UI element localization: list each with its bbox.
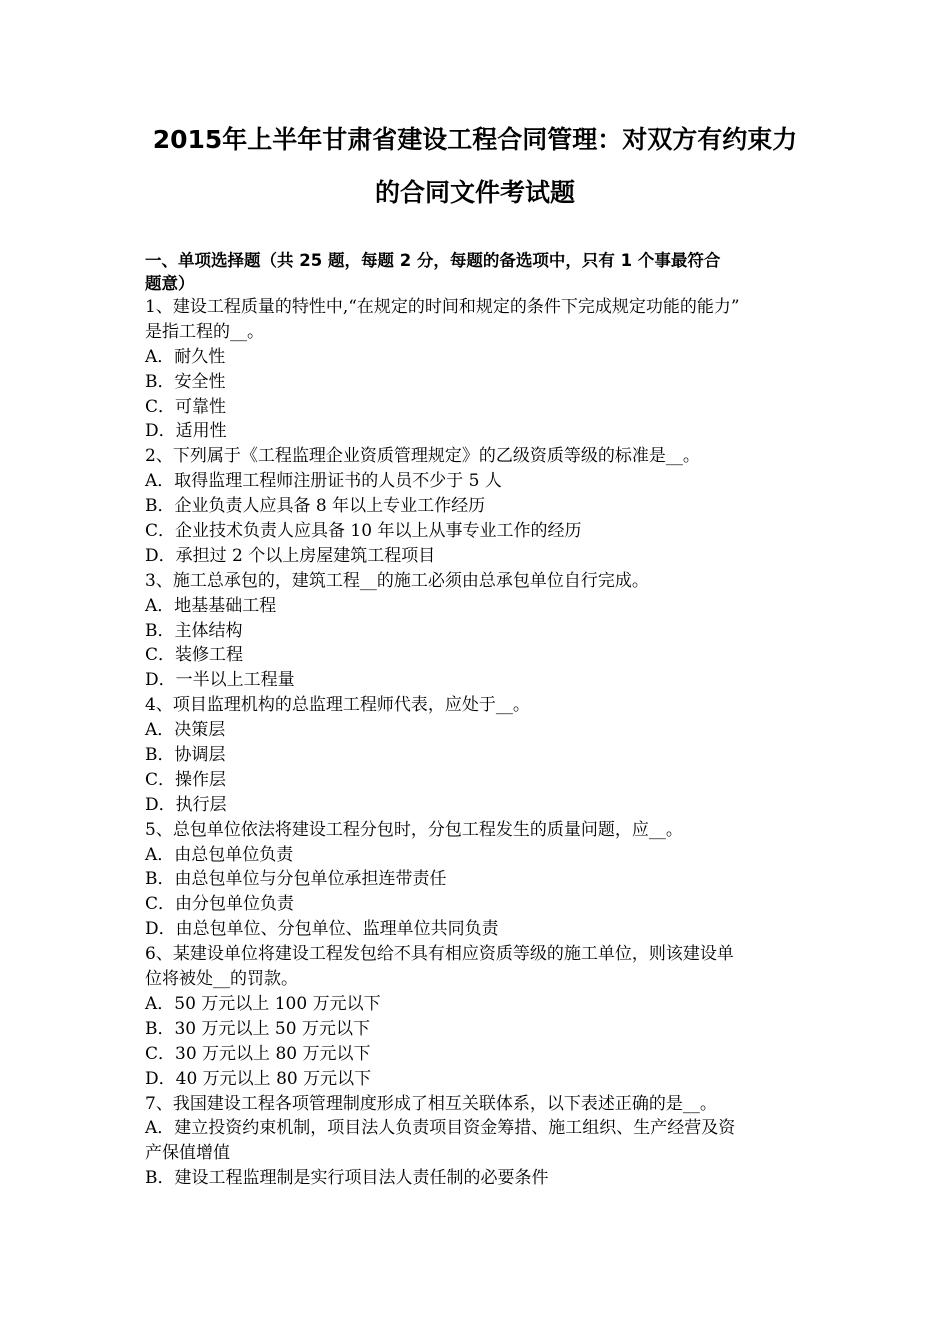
text-line: B．建设工程监理制是实行项目法人责任制的必要条件	[145, 1168, 549, 1189]
text-line: D．适用性	[145, 421, 227, 442]
text-line: B．企业负责人应具备 8 年以上专业工作经历	[145, 496, 486, 517]
document-title-line-1: 2015年上半年甘肃省建设工程合同管理：对双方有约束力	[152, 125, 798, 154]
text-line: C．由分包单位负责	[145, 894, 295, 915]
text-line: D．一半以上工程量	[145, 670, 295, 691]
text-line: 产保值增值	[145, 1143, 230, 1164]
text-line: C．装修工程	[145, 645, 244, 666]
text-line: B．主体结构	[145, 620, 243, 641]
text-line: B．安全性	[145, 371, 226, 392]
text-line: 7、我国建设工程各项管理制度形成了相互关联体系，以下表述正确的是__。	[145, 1093, 717, 1114]
text-line: D．由总包单位、分包单位、监理单位共同负责	[145, 919, 499, 940]
text-line: A．决策层	[145, 720, 226, 741]
text-line: 2、下列属于《工程监理企业资质管理规定》的乙级资质等级的标准是__。	[145, 446, 700, 467]
text-line: C．30 万元以上 80 万元以下	[145, 1043, 371, 1064]
text-line: D．承担过 2 个以上房屋建筑工程项目	[145, 545, 436, 566]
text-line: B．由总包单位与分包单位承担连带责任	[145, 869, 447, 890]
text-line: C．企业技术负责人应具备 10 年以上从事专业工作的经历	[145, 521, 582, 542]
text-line: 6、某建设单位将建设工程发包给不具有相应资质等级的施工单位，则该建设单	[145, 944, 734, 965]
section-heading	[145, 249, 815, 295]
section-heading-line-2: 题意）	[145, 274, 195, 293]
text-line: C．可靠性	[145, 396, 227, 417]
text-line: D．40 万元以上 80 万元以下	[145, 1068, 372, 1089]
text-line: 4、项目监理机构的总监理工程师代表，应处于__。	[145, 695, 530, 716]
text-line: 是指工程的__。	[145, 321, 264, 342]
text-line: B．协调层	[145, 745, 226, 766]
text-line: D．执行层	[145, 794, 227, 815]
text-line: A．地基基础工程	[145, 595, 277, 616]
text-line: 3、施工总承包的，建筑工程__的施工必须由总承包单位自行完成。	[145, 570, 649, 591]
text-line: A．建立投资约束机制，项目法人负责项目资金筹措、施工组织、生产经营及资	[145, 1118, 736, 1139]
text-line: 位将被处__的罚款。	[145, 969, 298, 990]
text-line: C．操作层	[145, 769, 227, 790]
document-title-line-2: 的合同文件考试题	[374, 178, 575, 207]
text-line: A．取得监理工程师注册证书的人员不少于 5 人	[145, 471, 502, 492]
text-line: A．由总包单位负责	[145, 844, 294, 865]
text-line: 1、建设工程质量的特性中,“在规定的时间和规定的条件下完成规定功能的能力”	[145, 297, 740, 317]
text-line: B．30 万元以上 50 万元以下	[145, 1018, 370, 1039]
text-line: A．50 万元以上 100 万元以下	[145, 993, 381, 1014]
section-heading-line-1: 一、单项选择题（共 25 题，每题 2 分，每题的备选项中，只有 1 个事最符合	[145, 251, 721, 270]
question-body	[145, 295, 815, 1191]
text-line: A．耐久性	[145, 346, 226, 367]
text-line: 5、总包单位依法将建设工程分包时，分包工程发生的质量问题，应__。	[145, 819, 683, 840]
